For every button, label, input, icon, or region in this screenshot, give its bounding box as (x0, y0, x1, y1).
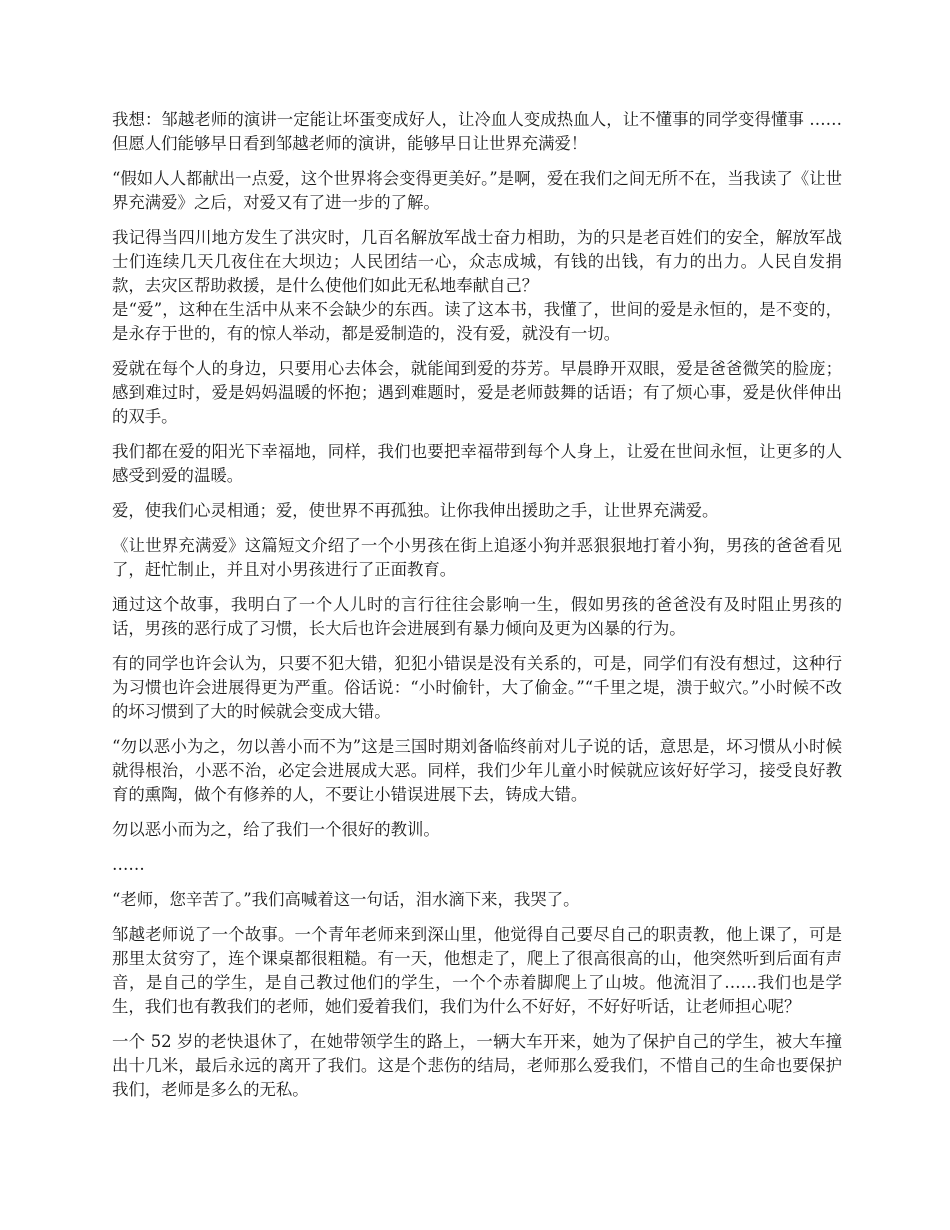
document-page (112, 108, 842, 1113)
paragraph-ellipsis: …… (112, 855, 145, 874)
paragraph-14: “老师，您辛苦了。”我们高喊着这一句话，泪水滴下来，我哭了。 (112, 890, 580, 909)
paragraph-16: 一个 52 岁的老快退休了，在她带领学生的路上，一辆大车开来，她为了保护自己的学生，被大车撞出十几米，最后永远的离开了我们。这是个悲伤的结局，老师那么爱我们，不惜自己的生命也要保护我们，老师是多么的无私。 (112, 1032, 842, 1099)
paragraph-6: 我们都在爱的阳光下幸福地，同样，我们也要把幸福带到每个人身上，让爱在世间永恒，让更多的人感受到爱的温暖。 (112, 442, 842, 485)
paragraph-3: 我记得当四川地方发生了洪灾时，几百名解放军战士奋力相助，为的只是老百姓们的安全，解放军战士们连续几天几夜住在大坝边；人民团结一心，众志成城，有钱的出钱，有力的出力。人民自发捐款，去灾区帮助救援，是什么使他们如此无私地奉献自己？ (112, 228, 842, 295)
paragraph-5: 爱就在每个人的身边，只要用心去体会，就能闻到爱的芬芳。早晨睁开双眼，爱是爸爸微笑的脸庞；感到难过时，爱是妈妈温暖的怀抱；遇到难题时，爱是老师鼓舞的话语；有了烦心事，爱是伙伴伸出的双手。 (112, 359, 842, 426)
paragraph-4: 是“爱”，这种在生活中从来不会缺少的东西。读了这本书，我懂了，世间的爱是永恒的，是不变的，是永存于世的，有的惊人举动，都是爱制造的，没有爱，就没有一切。 (112, 300, 842, 343)
paragraph-8: 《让世界充满爱》这篇短文介绍了一个小男孩在街上追逐小狗并恶狠狠地打着小狗，男孩的爸爸看见了，赶忙制止，并且对小男孩进行了正面教育。 (112, 536, 842, 579)
paragraph-10: 有的同学也许会认为，只要不犯大错，犯犯小错误是没有关系的，可是，同学们有没有想过，这种行为习惯也许会进展得更为严重。俗话说：“小时偷针，大了偷金。”“千里之堤，溃于蚁穴。”小时候不改的坏习惯到了大的时候就会变成大错。 (112, 654, 842, 721)
paragraph-15: 邹越老师说了一个故事。一个青年老师来到深山里，他觉得自己要尽自己的职责教，他上课了，可是那里太贫穷了，连个课桌都很粗糙。有一天，他想走了，爬上了很高很高的山，他突然听到后面有声音，是自己的学生，是自己教过他们的学生，一个个赤着脚爬上了山坡。他流泪了……我们也是学生，我们也有教我们的老师，她们爱着我们，我们为什么不好好，不好好听话，让老师担心呢？ (112, 925, 842, 1016)
paragraph-11: “勿以恶小为之，勿以善小而不为”这是三国时期刘备临终前对儿子说的话，意思是，坏习惯从小时候就得根治，小恶不治，必定会进展成大恶。同样，我们少年儿童小时候就应该好好学习，接受良好教育的熏陶，做个有修养的人，不要让小错误进展下去，铸成大错。 (112, 737, 842, 804)
paragraph-2: “假如人人都献出一点爱，这个世界将会变得更美好。”是啊，爱在我们之间无所不在，当我读了《让世界充满爱》之后，对爱又有了进一步的了解。 (112, 169, 842, 212)
paragraph-9: 通过这个故事，我明白了一个人儿时的言行往往会影响一生，假如男孩的爸爸没有及时阻止男孩的话，男孩的恶行成了习惯，长大后也许会进展到有暴力倾向及更为凶暴的行为。 (112, 595, 842, 638)
paragraph-1: 我想：邹越老师的演讲一定能让坏蛋变成好人，让冷血人变成热血人，让不懂事的同学变得懂事 …… 但愿人们能够早日看到邹越老师的演讲，能够早日让世界充满爱！ (112, 110, 842, 153)
paragraph-7: 爱，使我们心灵相通；爱，使世界不再孤独。让你我伸出援助之手，让世界充满爱。 (112, 501, 719, 520)
paragraph-12: 勿以恶小而为之，给了我们一个很好的教训。 (112, 820, 440, 839)
